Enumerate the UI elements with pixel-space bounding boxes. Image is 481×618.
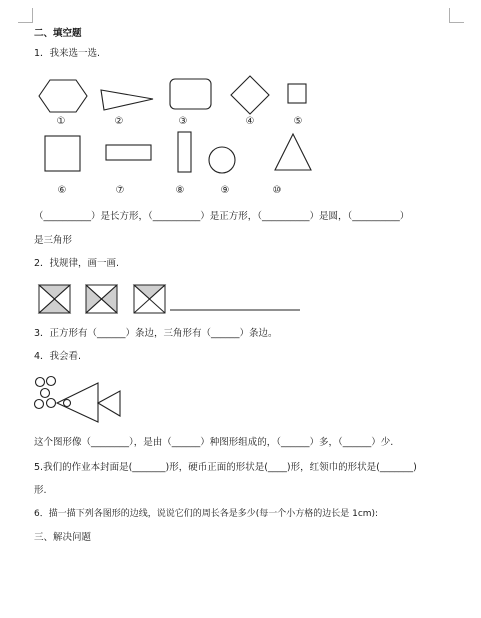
shape-label-5: ⑤: [293, 116, 303, 127]
fish-bubble-circle: [47, 377, 56, 386]
fish-bubble-circle: [47, 399, 56, 408]
shape-label-7: ⑦: [115, 185, 125, 196]
shape-label-2: ②: [114, 116, 124, 127]
small-square-shape: [288, 84, 306, 103]
question-3-prompt: 3．正方形有（______）条边，三角形有（______）条边。: [34, 328, 278, 339]
section-title-problem-solving: 三、解决问题: [34, 532, 92, 543]
question-5-line-1: 5.我们的作业本封面是(_______)形，硬币正面的形状是(____)形，红领巾的形状是(_______): [34, 462, 417, 473]
fish-figure: [0, 372, 481, 428]
shape-label-3: ③: [178, 116, 188, 127]
shape-label-8: ⑧: [175, 185, 185, 196]
pattern-figure: [0, 280, 481, 320]
question-6-prompt: 6．描一描下列各图形的边线，说说它们的周长各是多少(每一个小方格的边长是 1cm):: [34, 509, 379, 519]
circle-shape: [209, 147, 235, 173]
question-4-prompt: 4．我会看.: [34, 351, 82, 362]
question-1-fill-line-2: 是三角形: [34, 235, 73, 246]
shape-label-1: ①: [56, 116, 66, 127]
pattern-box-2: [86, 285, 117, 313]
section-title-fill-blank: 二、填空题: [34, 28, 82, 39]
square-shape-6: [45, 136, 80, 171]
shape-label-10: ⑩: [272, 185, 282, 196]
shape-label-9: ⑨: [220, 185, 230, 196]
question-5-line-2: 形.: [34, 485, 47, 496]
shapes-figure: [0, 0, 481, 205]
question-1-prompt: 1．我来选一选.: [34, 48, 101, 59]
fish-eye-circle: [64, 400, 71, 407]
fish-bubble-circle: [35, 400, 44, 409]
question-4-fill-line: 这个图形像（________），是由（______）种图形组成的，（______）多，（______）少.: [34, 437, 394, 448]
question-1-fill-line-1: （__________）是长方形，（__________）是正方形，（__________）是圆，（__________）: [34, 211, 410, 222]
shape-label-6: ⑥: [57, 185, 67, 196]
fish-tail-triangle: [98, 391, 120, 416]
fish-bubble-circle: [36, 378, 45, 387]
vertical-rectangle-shape: [178, 132, 191, 172]
fish-bubble-circle: [41, 389, 50, 398]
triangle-shape-2: [101, 90, 153, 110]
triangle-shape-10: [275, 134, 311, 170]
hexagon-shape: [39, 80, 87, 112]
pattern-box-1: [39, 285, 70, 313]
diamond-shape: [231, 76, 269, 114]
shape-label-4: ④: [245, 116, 255, 127]
rectangle-shape-7: [106, 145, 151, 160]
question-2-prompt: 2．找规律，画一画.: [34, 258, 120, 269]
pattern-box-3: [134, 285, 165, 313]
rounded-rectangle-shape: [170, 79, 211, 109]
